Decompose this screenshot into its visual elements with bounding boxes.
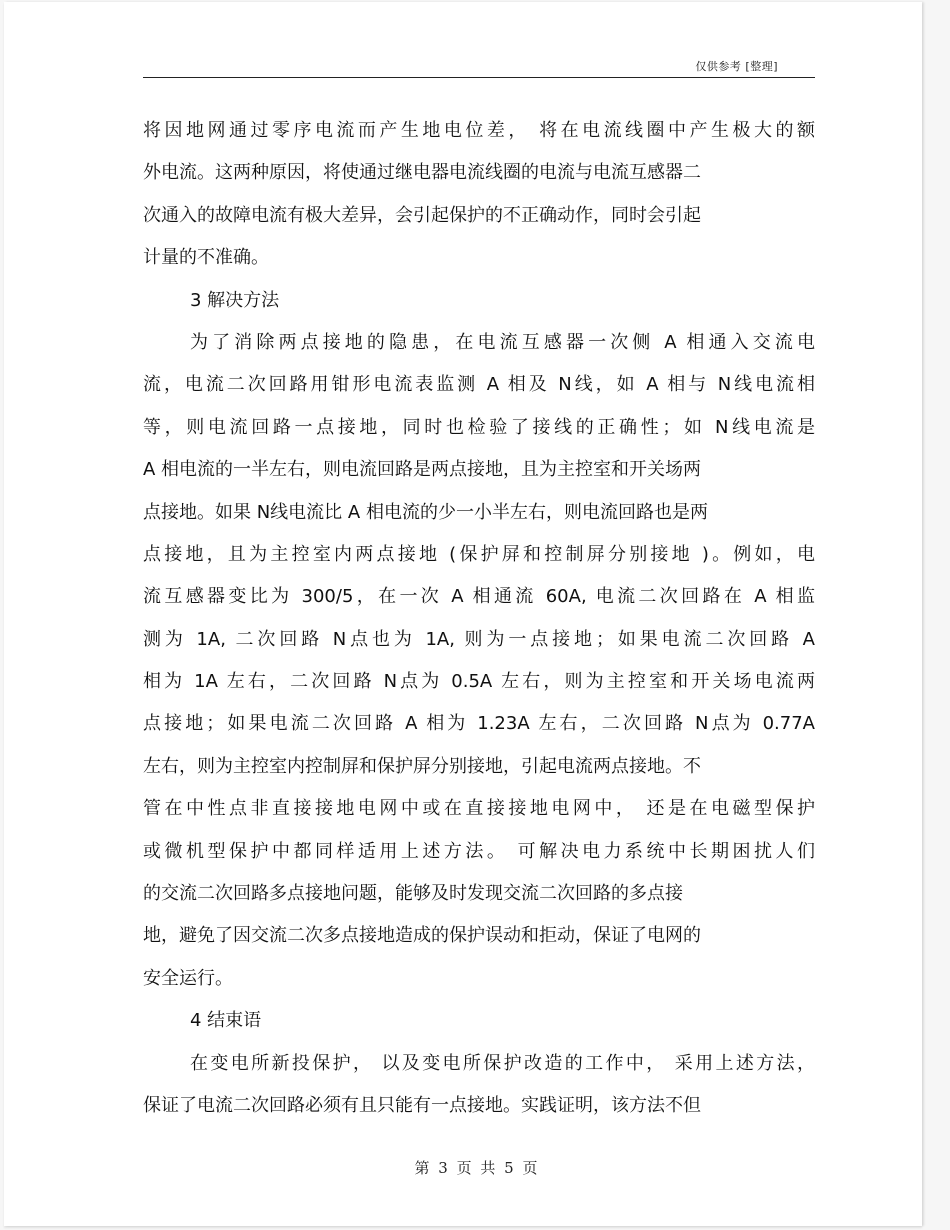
text-line: 保证了电流二次回路必须有且只能有一点接地。实践证明，该方法不但	[143, 1094, 701, 1116]
text-line: 等，则电流回路一点接地，同时也检验了接线的正确性；如 N线电流是	[143, 416, 815, 438]
text-line: 左右，则为主控室内控制屏和保护屏分别接地，引起电流两点接地。不	[143, 755, 701, 777]
text-line: 次通入的故障电流有极大差异，会引起保护的不正确动作，同时会引起	[143, 204, 701, 226]
text-line: 地，避免了因交流二次多点接地造成的保护误动和拒动，保证了电网的	[143, 925, 701, 947]
page-header: 仅供参考 [整理]	[695, 60, 778, 73]
text-line: 流互感器变比为 300/5，在一次 A 相通流 60A, 电流二次回路在 A 相监	[143, 586, 815, 608]
text-line: 外电流。这两种原因，将使通过继电器电流线圈的电流与电流互感器二	[143, 162, 701, 184]
text-line: 点接地。如果 N线电流比 A 相电流的少一小半左右，则电流回路也是两	[143, 501, 708, 523]
text-line: 或微机型保护中都同样适用上述方法。 可解决电力系统中长期困扰人们	[143, 840, 815, 862]
text-line: 点接地；如果电流二次回路 A 相为 1.23A 左右，二次回路 N点为 0.77A	[143, 713, 815, 735]
page-number-footer: 第 3 页 共 5 页	[414, 1159, 540, 1177]
text-line: 安全运行。	[143, 967, 233, 989]
header-divider	[143, 77, 815, 78]
text-line: A 相电流的一半左右，则电流回路是两点接地，且为主控室和开关场两	[143, 459, 702, 481]
section-heading: 4 结束语	[190, 1010, 262, 1032]
body-text	[143, 110, 815, 1127]
text-line: 在变电所新投保护， 以及变电所保护改造的工作中， 采用上述方法，	[190, 1052, 815, 1074]
text-line: 点接地，且为主控室内两点接地 (保护屏和控制屏分别接地 )。例如，电	[143, 543, 815, 565]
text-line: 为了消除两点接地的隐患，在电流互感器一次侧 A 相通入交流电	[190, 331, 815, 353]
text-line: 测为 1A, 二次回路 N点也为 1A, 则为一点接地；如果电流二次回路 A	[143, 628, 815, 650]
text-line: 相为 1A 左右，二次回路 N点为 0.5A 左右，则为主控室和开关场电流两	[143, 671, 815, 693]
text-line: 计量的不准确。	[143, 247, 269, 269]
text-line: 管在中性点非直接接地电网中或在直接接地电网中， 还是在电磁型保护	[143, 798, 815, 820]
document-page	[4, 2, 922, 1226]
text-line: 将因地网通过零序电流而产生地电位差， 将在电流线圈中产生极大的额	[143, 120, 815, 141]
text-line: 流，电流二次回路用钳形电流表监测 A 相及 N线，如 A 相与 N线电流相	[143, 374, 815, 396]
text-line: 的交流二次回路多点接地问题，能够及时发现交流二次回路的多点接	[143, 883, 683, 905]
section-heading: 3 解决方法	[190, 289, 280, 311]
